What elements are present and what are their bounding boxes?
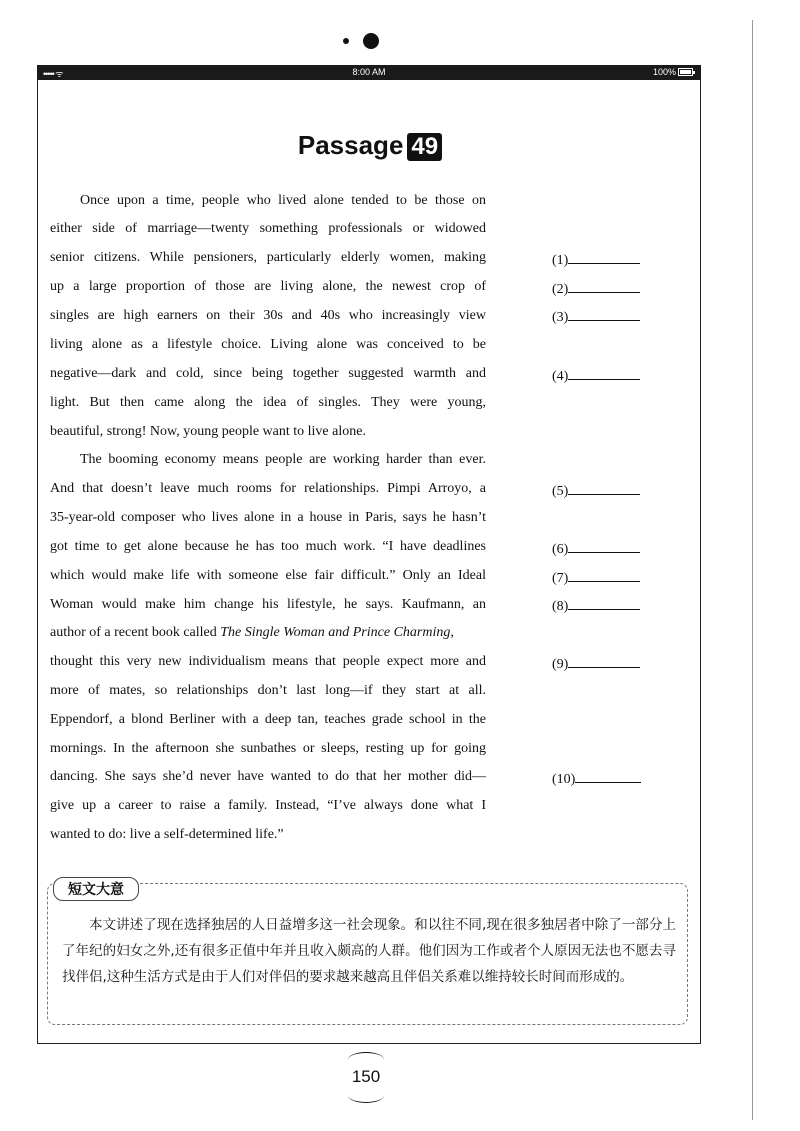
margin-line bbox=[752, 20, 753, 1120]
status-time: 8:00 AM bbox=[352, 67, 386, 77]
passage-line: either side of marriage—twenty something professionals or widowed bbox=[50, 221, 486, 236]
passage-line: singles are high earners on their 30s and 40s who increasingly view bbox=[50, 308, 486, 323]
passage-line: And that doesn’t leave much rooms for relationships. Pimpi Arroyo, a bbox=[50, 481, 486, 496]
passage-line: mornings. In the afternoon she sunbathes or sleeps, resting up for going bbox=[50, 741, 486, 756]
passage-number: 49 bbox=[407, 133, 442, 161]
passage-line: thought this very new individualism means that people expect more and bbox=[50, 654, 486, 669]
answer-blank-4[interactable]: (4) bbox=[552, 367, 640, 385]
page-number: 150 bbox=[346, 1052, 386, 1102]
answer-blank-2[interactable]: (2) bbox=[552, 280, 640, 298]
summary-text: 本文讲述了现在选择独居的人日益增多这一社会现象。和以往不同,现在很多独居者中除了一部分上了年纪的妇女之外,还有很多正值中年并且收入颇高的人群。他们因为工作或者个人原因无法也不愿去寻找伴侣,这种生活方式是由于人们对伴侣的要求越来越高且伴侣关系难以维持较长时间而形成的。 bbox=[62, 917, 676, 985]
answer-blank-8[interactable]: (8) bbox=[552, 597, 640, 615]
battery-icon bbox=[678, 68, 693, 76]
passage-line: more of mates, so relationships don’t last long—if they start at all. bbox=[50, 683, 486, 698]
passage-line: light. But then came along the idea of singles. They were young, bbox=[50, 395, 486, 410]
passage-line: beautiful, strong! Now, young people want to live alone. bbox=[50, 424, 366, 439]
book-title: The Single Woman and Prince Charming bbox=[220, 625, 451, 640]
answer-blank-10[interactable]: (10) bbox=[552, 770, 641, 788]
passage-line: dancing. She says she’d never have wanted to do that her mother did— bbox=[50, 769, 486, 784]
passage-line: living alone as a lifestyle choice. Living alone was conceived to be bbox=[50, 337, 486, 352]
passage-line: author of a recent book called The Single Woman and Prince Charming, bbox=[50, 625, 454, 640]
passage-line: give up a career to raise a family. Instead, “I’ve always done what I bbox=[50, 798, 486, 813]
status-bar bbox=[37, 65, 701, 80]
passage-line: up a large proportion of those are living alone, the newest crop of bbox=[50, 279, 486, 294]
page-title: Passage 49 bbox=[0, 130, 740, 161]
passage-line: which would make life with someone else fair difficult.” Only an Ideal bbox=[50, 568, 486, 583]
answer-blank-6[interactable]: (6) bbox=[552, 540, 640, 558]
answer-blank-9[interactable]: (9) bbox=[552, 655, 640, 673]
passage-line: Woman would make him change his lifestyle, he says. Kaufmann, an bbox=[50, 597, 486, 612]
answer-blank-7[interactable]: (7) bbox=[552, 569, 640, 587]
passage-line: negative—dark and cold, since being together suggested warmth and bbox=[50, 366, 486, 381]
answer-blank-5[interactable]: (5) bbox=[552, 482, 640, 500]
passage-line: got time to get alone because he has too much work. “I have deadlines bbox=[50, 539, 486, 554]
battery-indicator: 100% bbox=[653, 67, 693, 77]
passage-line: 35-year-old composer who lives alone in a house in Paris, says he hasn’t bbox=[50, 510, 486, 525]
signal-icon: ••••• ᯤ bbox=[43, 69, 63, 79]
answer-blank-3[interactable]: (3) bbox=[552, 308, 640, 326]
summary-label: 短文大意 bbox=[53, 877, 139, 901]
passage-line: wanted to do: live a self-determined life.” bbox=[50, 827, 284, 842]
passage-line: Once upon a time, people who lived alone tended to be those on bbox=[80, 193, 486, 208]
passage-line: senior citizens. While pensioners, particularly elderly women, making bbox=[50, 250, 486, 265]
answer-blank-1[interactable]: (1) bbox=[552, 251, 640, 269]
passage-line: The booming economy means people are working harder than ever. bbox=[80, 452, 486, 467]
passage-line: Eppendorf, a blond Berliner with a deep tan, teaches grade school in the bbox=[50, 712, 486, 727]
